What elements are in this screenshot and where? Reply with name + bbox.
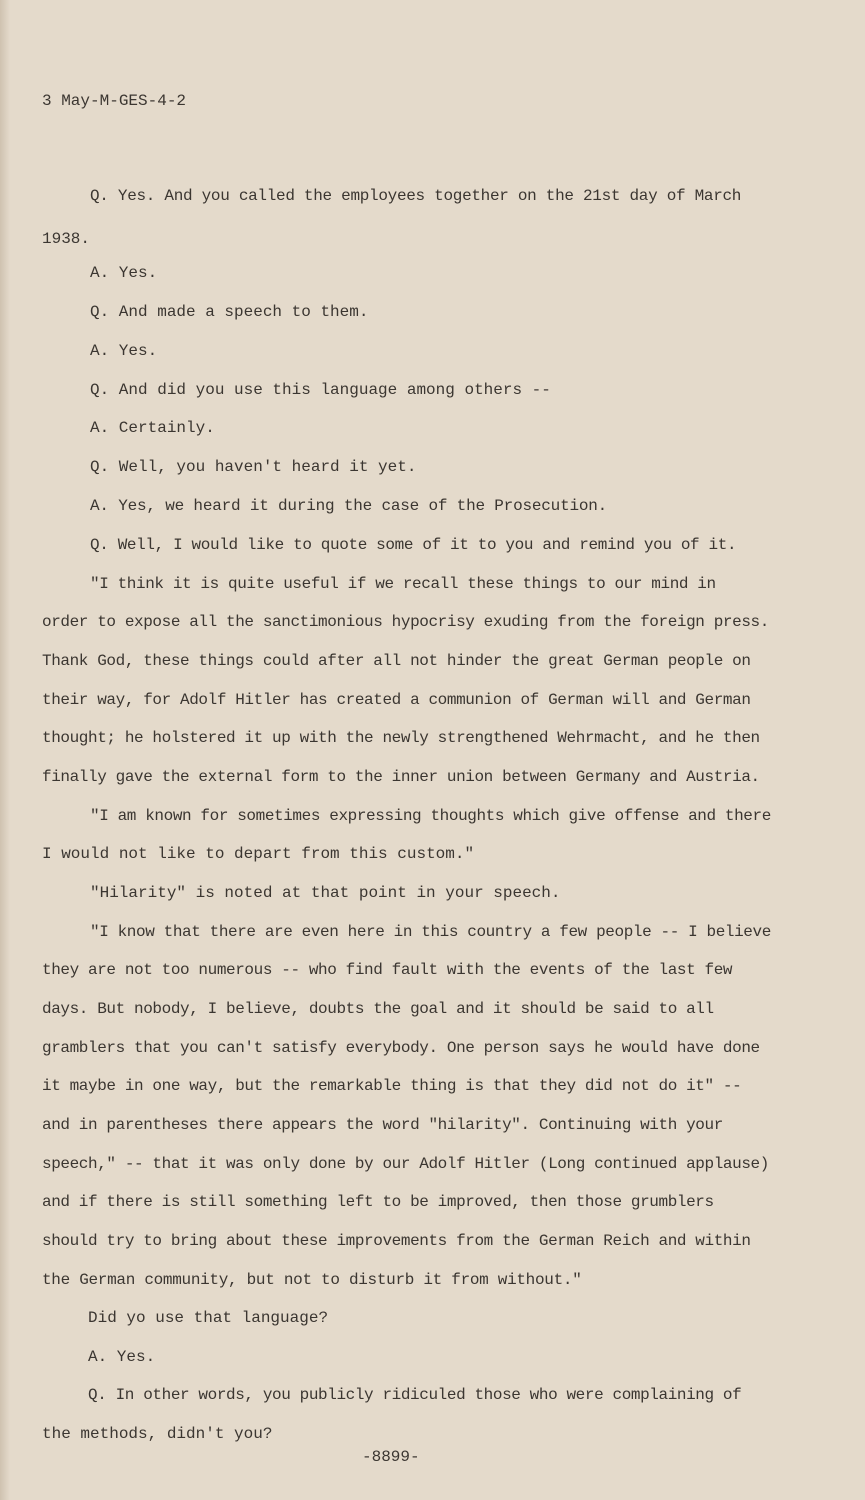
transcript-line: it maybe in one way, but the remarkable thing is that they did not do it" -- [42,1077,742,1095]
transcript-line: Q. Well, you haven't heard it yet. [90,458,417,476]
transcript-line: Thank God, these things could after all not hinder the great German people on [42,652,751,670]
transcript-line: thought; he holstered it up with the newly strengthened Wehrmacht, and he then [42,729,760,747]
transcript-line: their way, for Adolf Hitler has created a communion of German will and German [42,691,751,709]
transcript-line: 1938. [42,230,91,248]
transcript-line: A. Certainly. [90,419,215,437]
transcript-line: "Hilarity" is noted at that point in your speech. [90,884,561,902]
transcript-line: "I know that there are even here in this country a few people -- I believe [90,923,771,941]
transcript-line: speech," -- that it was only done by our Adolf Hitler (Long continued applause) [42,1155,769,1173]
transcript-line: Q. Yes. And you called the employees together on the 21st day of March [90,187,742,205]
transcript-line: I would not like to depart from this custom." [42,845,475,863]
transcript-line: "I think it is quite useful if we recall these things to our mind in [90,575,716,593]
transcript-line: should try to bring about these improvements from the German Reich and within [42,1232,751,1250]
transcript-line: finally gave the external form to the inner union between Germany and Austria. [42,768,760,786]
transcript-line: order to expose all the sanctimonious hypocrisy exuding from the foreign press. [42,613,769,631]
transcript-line: Q. And did you use this language among others -- [90,381,551,399]
transcript-line: days. But nobody, I believe, doubts the goal and it should be said to all [42,1000,714,1018]
transcript-line: the methods, didn't you? [42,1425,273,1443]
paper-edge [0,0,10,1500]
transcript-line: Q. In other words, you publicly ridiculed those who were complaining of [88,1386,742,1404]
page-identifier: 3 May-M-GES-4-2 [42,92,187,110]
transcript-line: Q. Well, I would like to quote some of it to you and remind you of it. [90,536,737,554]
transcript-line: gramblers that you can't satisfy everybody. One person says he would have done [42,1039,760,1057]
transcript-line: A. Yes. [88,1348,156,1366]
transcript-line: A. Yes. [90,264,158,282]
transcript-line: the German community, but not to disturb it from without." [42,1271,582,1289]
transcript-line: "I am known for sometimes expressing thoughts which give offense and there [90,807,771,825]
transcript-line: A. Yes. [90,342,158,360]
transcript-line: they are not too numerous -- who find fault with the events of the last few [42,961,733,979]
transcript-line: Q. And made a speech to them. [90,303,369,321]
transcript-line: A. Yes, we heard it during the case of the Prosecution. [90,497,608,515]
transcript-line: and in parentheses there appears the word "hilarity". Continuing with your [42,1116,723,1134]
page-number: -8899- [362,1448,420,1466]
transcript-line: and if there is still something left to be improved, then those grumblers [42,1193,714,1211]
transcript-line: Did yo use that language? [88,1309,329,1327]
